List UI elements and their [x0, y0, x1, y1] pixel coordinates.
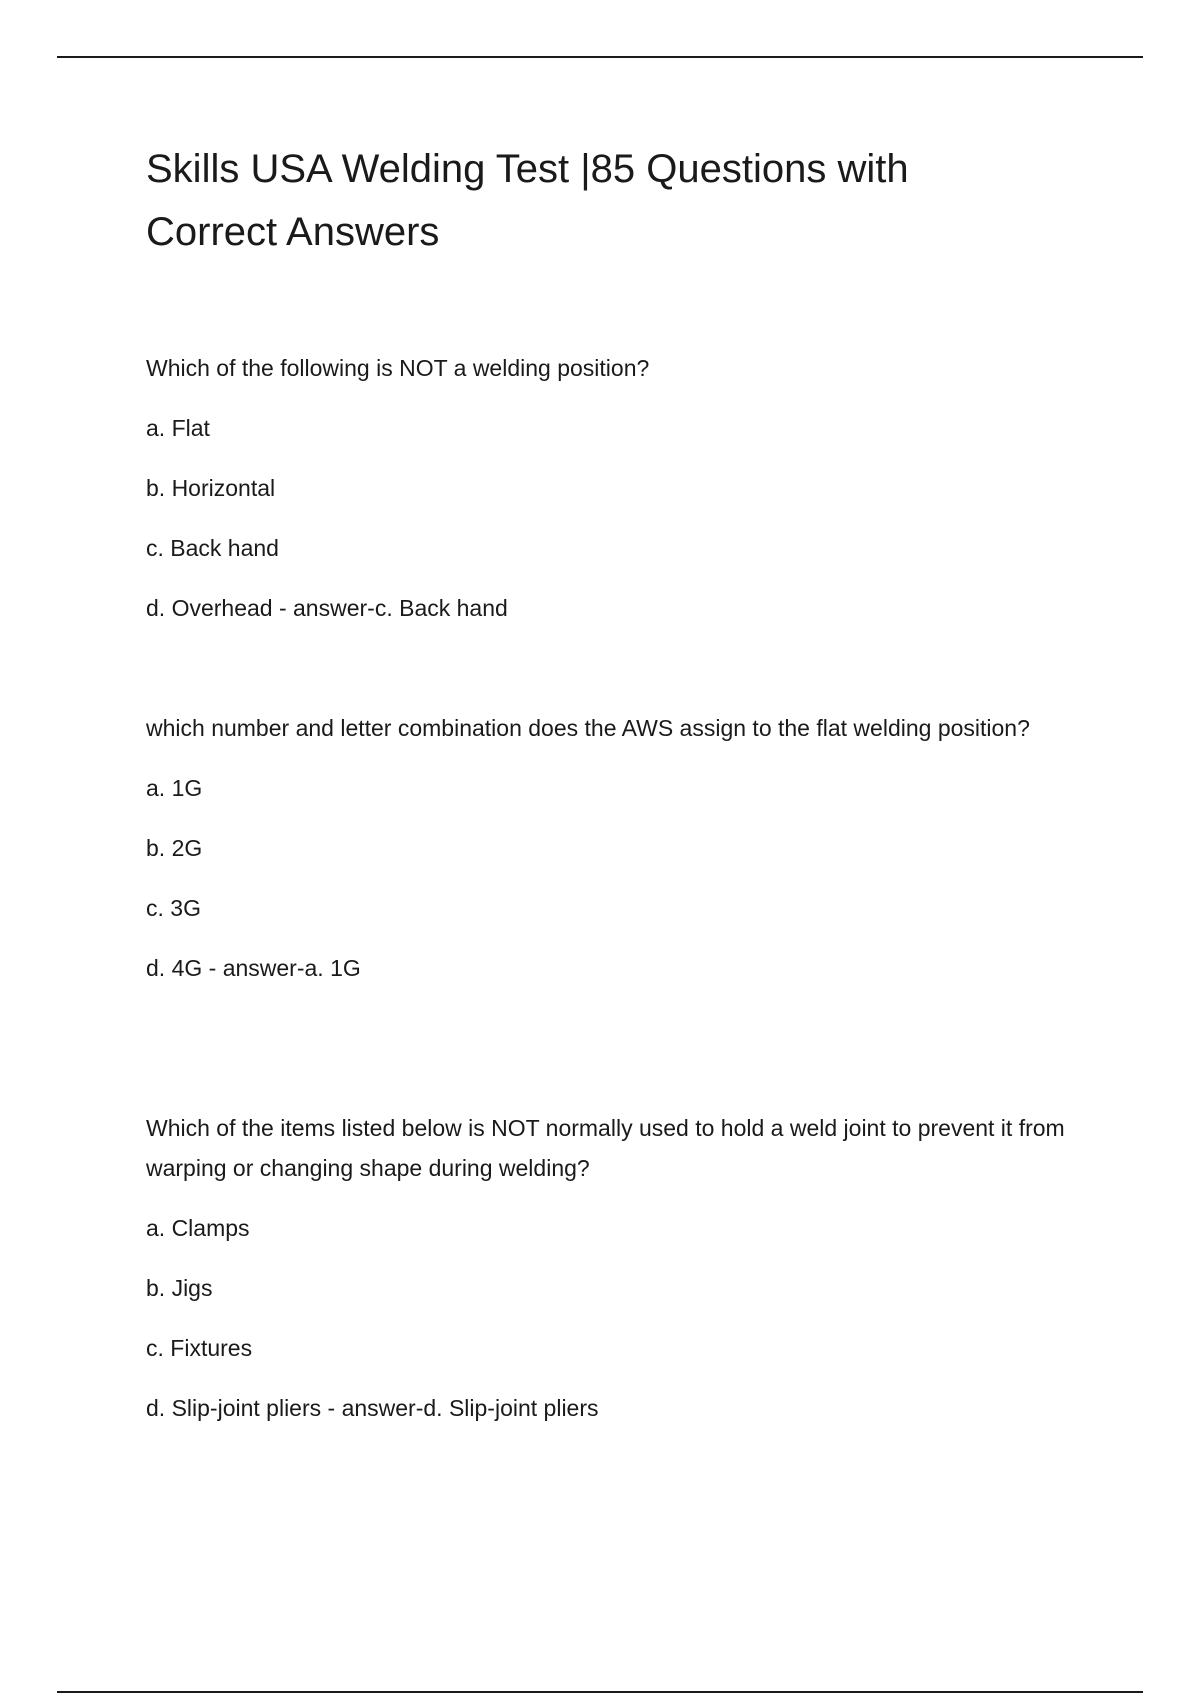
question-1-option-b: b. Horizontal [146, 475, 276, 501]
question-1-option-d-answer: d. Overhead - answer-c. Back hand [146, 595, 508, 621]
question-2-options [146, 768, 1066, 988]
question-1-option-a: a. Flat [146, 415, 210, 441]
question-2-option-c: c. 3G [146, 895, 201, 921]
question-3-option-a: a. Clamps [146, 1215, 250, 1241]
header-rule [57, 56, 1143, 58]
question-1-option-c: c. Back hand [146, 535, 279, 561]
question-1 [146, 348, 1066, 628]
question-3-option-d-answer: d. Slip-joint pliers - answer-d. Slip-joint pliers [146, 1395, 599, 1421]
question-3-text: Which of the items listed below is NOT normally used to hold a weld joint to prevent it from warping or changing shape during welding? [146, 1115, 1065, 1181]
footer-rule [57, 1691, 1143, 1693]
question-1-options [146, 408, 1066, 628]
question-2-option-b: b. 2G [146, 835, 203, 861]
question-3-option-b: b. Jigs [146, 1275, 213, 1301]
question-2-text: which number and letter combination does the AWS assign to the flat welding position? [146, 715, 1030, 741]
question-3 [146, 1108, 1066, 1428]
question-2-option-a: a. 1G [146, 775, 203, 801]
title-line-1: Skills USA Welding Test |85 Questions with [146, 147, 909, 191]
title-line-2: Correct Answers [146, 210, 440, 254]
question-3-option-c: c. Fixtures [146, 1335, 253, 1361]
question-2-option-d-answer: d. 4G - answer-a. 1G [146, 955, 361, 981]
question-2 [146, 708, 1066, 988]
question-1-text: Which of the following is NOT a welding position? [146, 355, 650, 381]
question-3-options [146, 1208, 1066, 1428]
document-title [146, 138, 1106, 264]
